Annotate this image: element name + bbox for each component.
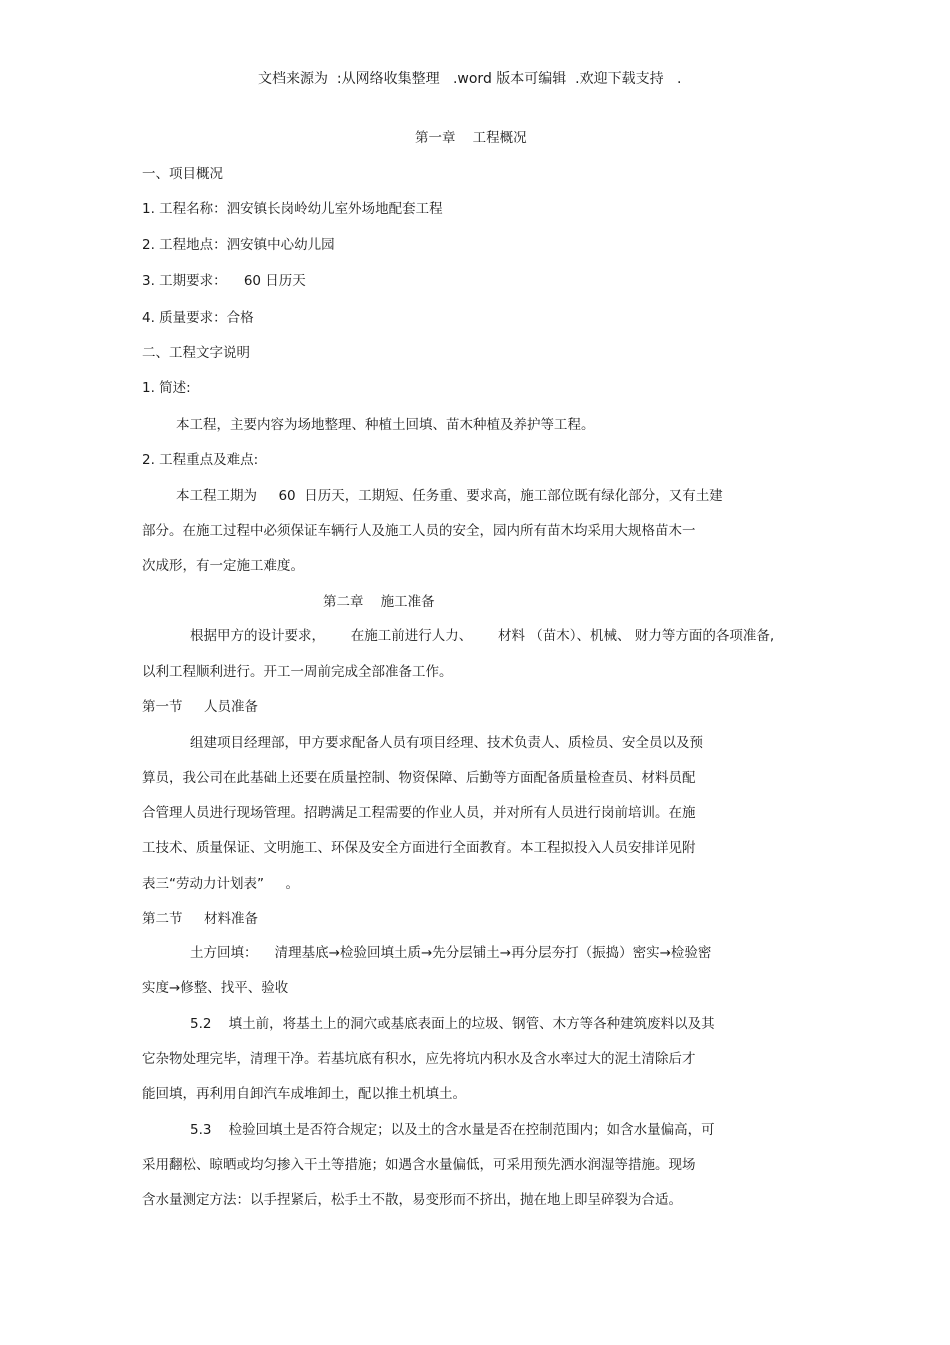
- chapter1-title: 第一章 工程概况: [415, 130, 527, 146]
- paragraph-line: 次成形，有一定施工难度。: [142, 558, 304, 574]
- paragraph-line: 本工程工期为 60 日历天，工期短、任务重、要求高，施工部位既有绿化部分，又有土建: [176, 488, 723, 504]
- paragraph-line: 采用翻松、晾晒或均匀掺入干土等措施；如遇含水量偏低，可采用预先洒水润湿等措施。现场: [142, 1157, 696, 1173]
- subsection-heading: 2. 工程重点及难点:: [142, 452, 259, 468]
- paragraph-line: 能回填，再利用自卸汽车成堆卸土，配以推土机填土。: [142, 1086, 466, 1102]
- page-header: 文档来源为 :从网络收集整理 .word 版本可编辑 .欢迎下载支持 .: [258, 71, 682, 87]
- paragraph-line: 5.2 填土前，将基土上的洞穴或基底表面上的垃圾、钢管、木方等各种建筑废料以及其: [190, 1016, 715, 1032]
- paragraph-line: 它杂物处理完毕，清理干净。若基坑底有积水，应先将坑内积水及含水率过大的泥土清除后才: [142, 1051, 696, 1067]
- project-name: 1. 工程名称：泗安镇长岗岭幼儿室外场地配套工程: [142, 201, 443, 217]
- section-heading: 二、工程文字说明: [142, 345, 250, 361]
- paragraph-line: 表三“劳动力计划表” 。: [142, 876, 299, 892]
- paragraph-line: 工技术、质量保证、文明施工、环保及安全方面进行全面教育。本工程拟投入人员安排详见附: [142, 840, 696, 856]
- paragraph-line: 合管理人员进行现场管理。招聘满足工程需要的作业人员，并对所有人员进行岗前培训。在施: [142, 805, 696, 821]
- paragraph-line: 组建项目经理部，甲方要求配备人员有项目经理、技术负责人、质检员、安全员以及预: [190, 735, 703, 751]
- section2-title: 第二节 材料准备: [142, 911, 258, 927]
- subsection-heading: 1. 简述:: [142, 380, 191, 396]
- duration-requirement: 3. 工期要求： 60 日历天: [142, 273, 306, 289]
- paragraph-line: 实度→修整、找平、验收: [142, 980, 289, 996]
- paragraph-line: 含水量测定方法：以手捏紧后，松手土不散，易变形而不挤出，抛在地上即呈碎裂为合适。: [142, 1192, 682, 1208]
- section1-title: 第一节 人员准备: [142, 699, 258, 715]
- paragraph-line: 部分。在施工过程中必须保证车辆行人及施工人员的安全，园内所有苗木均采用大规格苗木一: [142, 523, 696, 539]
- paragraph-line: 以利工程顺利进行。开工一周前完成全部准备工作。: [142, 664, 453, 680]
- paragraph-line: 土方回填： 清理基底→检验回填土质→先分层铺土→再分层夯打（振捣）密实→检验密: [190, 945, 712, 961]
- quality-requirement: 4. 质量要求：合格: [142, 310, 254, 326]
- paragraph-line: 根据甲方的设计要求， 在施工前进行人力、 材料 （苗木）、机械、 财力等方面的各项准备,: [190, 628, 775, 644]
- section-heading: 一、项目概况: [142, 166, 223, 182]
- project-location: 2. 工程地点：泗安镇中心幼儿园: [142, 237, 335, 253]
- paragraph-line: 算员，我公司在此基础上还要在质量控制、物资保障、后勤等方面配备质量检查员、材料员配: [142, 770, 696, 786]
- chapter2-title: 第二章 施工准备: [323, 594, 435, 610]
- paragraph-line: 5.3 检验回填土是否符合规定；以及土的含水量是否在控制范围内；如含水量偏高，可: [190, 1122, 715, 1138]
- paragraph-line: 本工程，主要内容为场地整理、种植土回填、苗木种植及养护等工程。: [176, 417, 595, 433]
